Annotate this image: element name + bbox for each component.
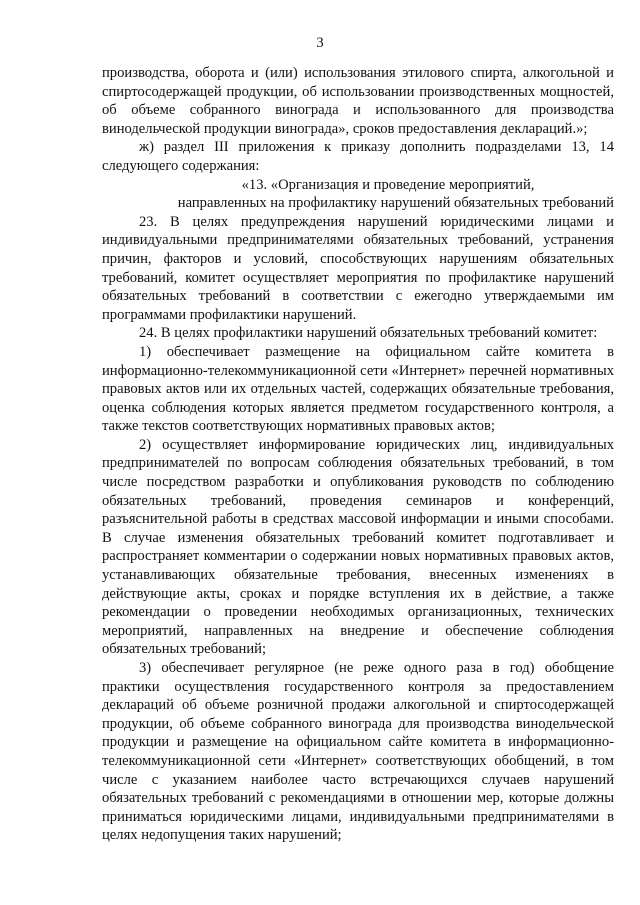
document-body (102, 64, 614, 845)
paragraph-24-item-1: 1) обеспечивает размещение на официальном сайте комитета в информационно-телекоммуникационной сети «Интернет» перечней нормативных правовых актов или их отдельных частей, содержащих обязательные требования, оценка соблюдения которых является предметом государственного контроля, а также текстов соответствующих нормативных правовых актов; (102, 343, 614, 435)
section-heading-line-1: «13. «Организация и проведение мероприятий, (241, 176, 535, 193)
page-number: 3 (316, 35, 324, 51)
paragraph-24-item-3: 3) обеспечивает регулярное (не реже одного раза в год) обобщение практики осуществления государственного контроля за предоставлением деклараций об объеме розничной продажи алкогольной и спиртосодержащей продукции, об объеме собранного винограда для производства винодельческой продукции и размещение на официальном сайте комитета в информационно-телекоммуникационной сети «Интернет» соответствующих обобщений, в том числе с указанием наиболее часто встречающихся случаев нарушений обязательных требований с рекомендациями в отношении мер, которые должны приниматься юридическими лицами, индивидуальными предпринимателями в целях недопущения таких нарушений; (102, 660, 614, 844)
section-heading-line-2: направленных на профилактику нарушений обязательных требований (177, 195, 614, 212)
paragraph-amendment-zh: ж) раздел III приложения к приказу дополнить подразделами 13, 14 следующего содержания: (102, 139, 614, 174)
paragraph-23: 23. В целях предупреждения нарушений юридическими лицами и индивидуальными предпринимателями обязательных требований, устранения причин, факторов и условий, способствующих нарушениям обязательных требований, комитет осуществляет мероприятия по профилактике нарушений обязательных требований в соответствии с ежегодно утверждаемыми им программами профилактики нарушений. (102, 213, 614, 323)
paragraph-24-item-2: 2) осуществляет информирование юридических лиц, индивидуальных предпринимателей по вопросам соблюдения обязательных требований, в том числе посредством разработки и опубликования руководств по соблюдению обязательных требований, проведения семинаров и конференций, разъяснительной работы в средствах массовой информации и иными способами. В случае изменения обязательных требований комитет подготавливает и распространяет комментарии о содержании новых нормативных правовых актов, устанавливающих обязательные требования, внесенных изменениях в действующие акты, сроках и порядке вступления их в действие, а также рекомендации о проведении необходимых организационных, технических мероприятий, направленных на внедрение и обеспечение соблюдения обязательных требований; (102, 436, 614, 658)
paragraph-continuation: производства, оборота и (или) использования этилового спирта, алкогольной и спиртосодержащей продукции, об использовании производственных мощностей, об объеме собранного винограда и использованного для производства винодельческой продукции винограда», сроков предоставления деклараций.»; (102, 65, 614, 137)
paragraph-24: 24. В целях профилактики нарушений обязательных требований комитет: (139, 325, 598, 342)
